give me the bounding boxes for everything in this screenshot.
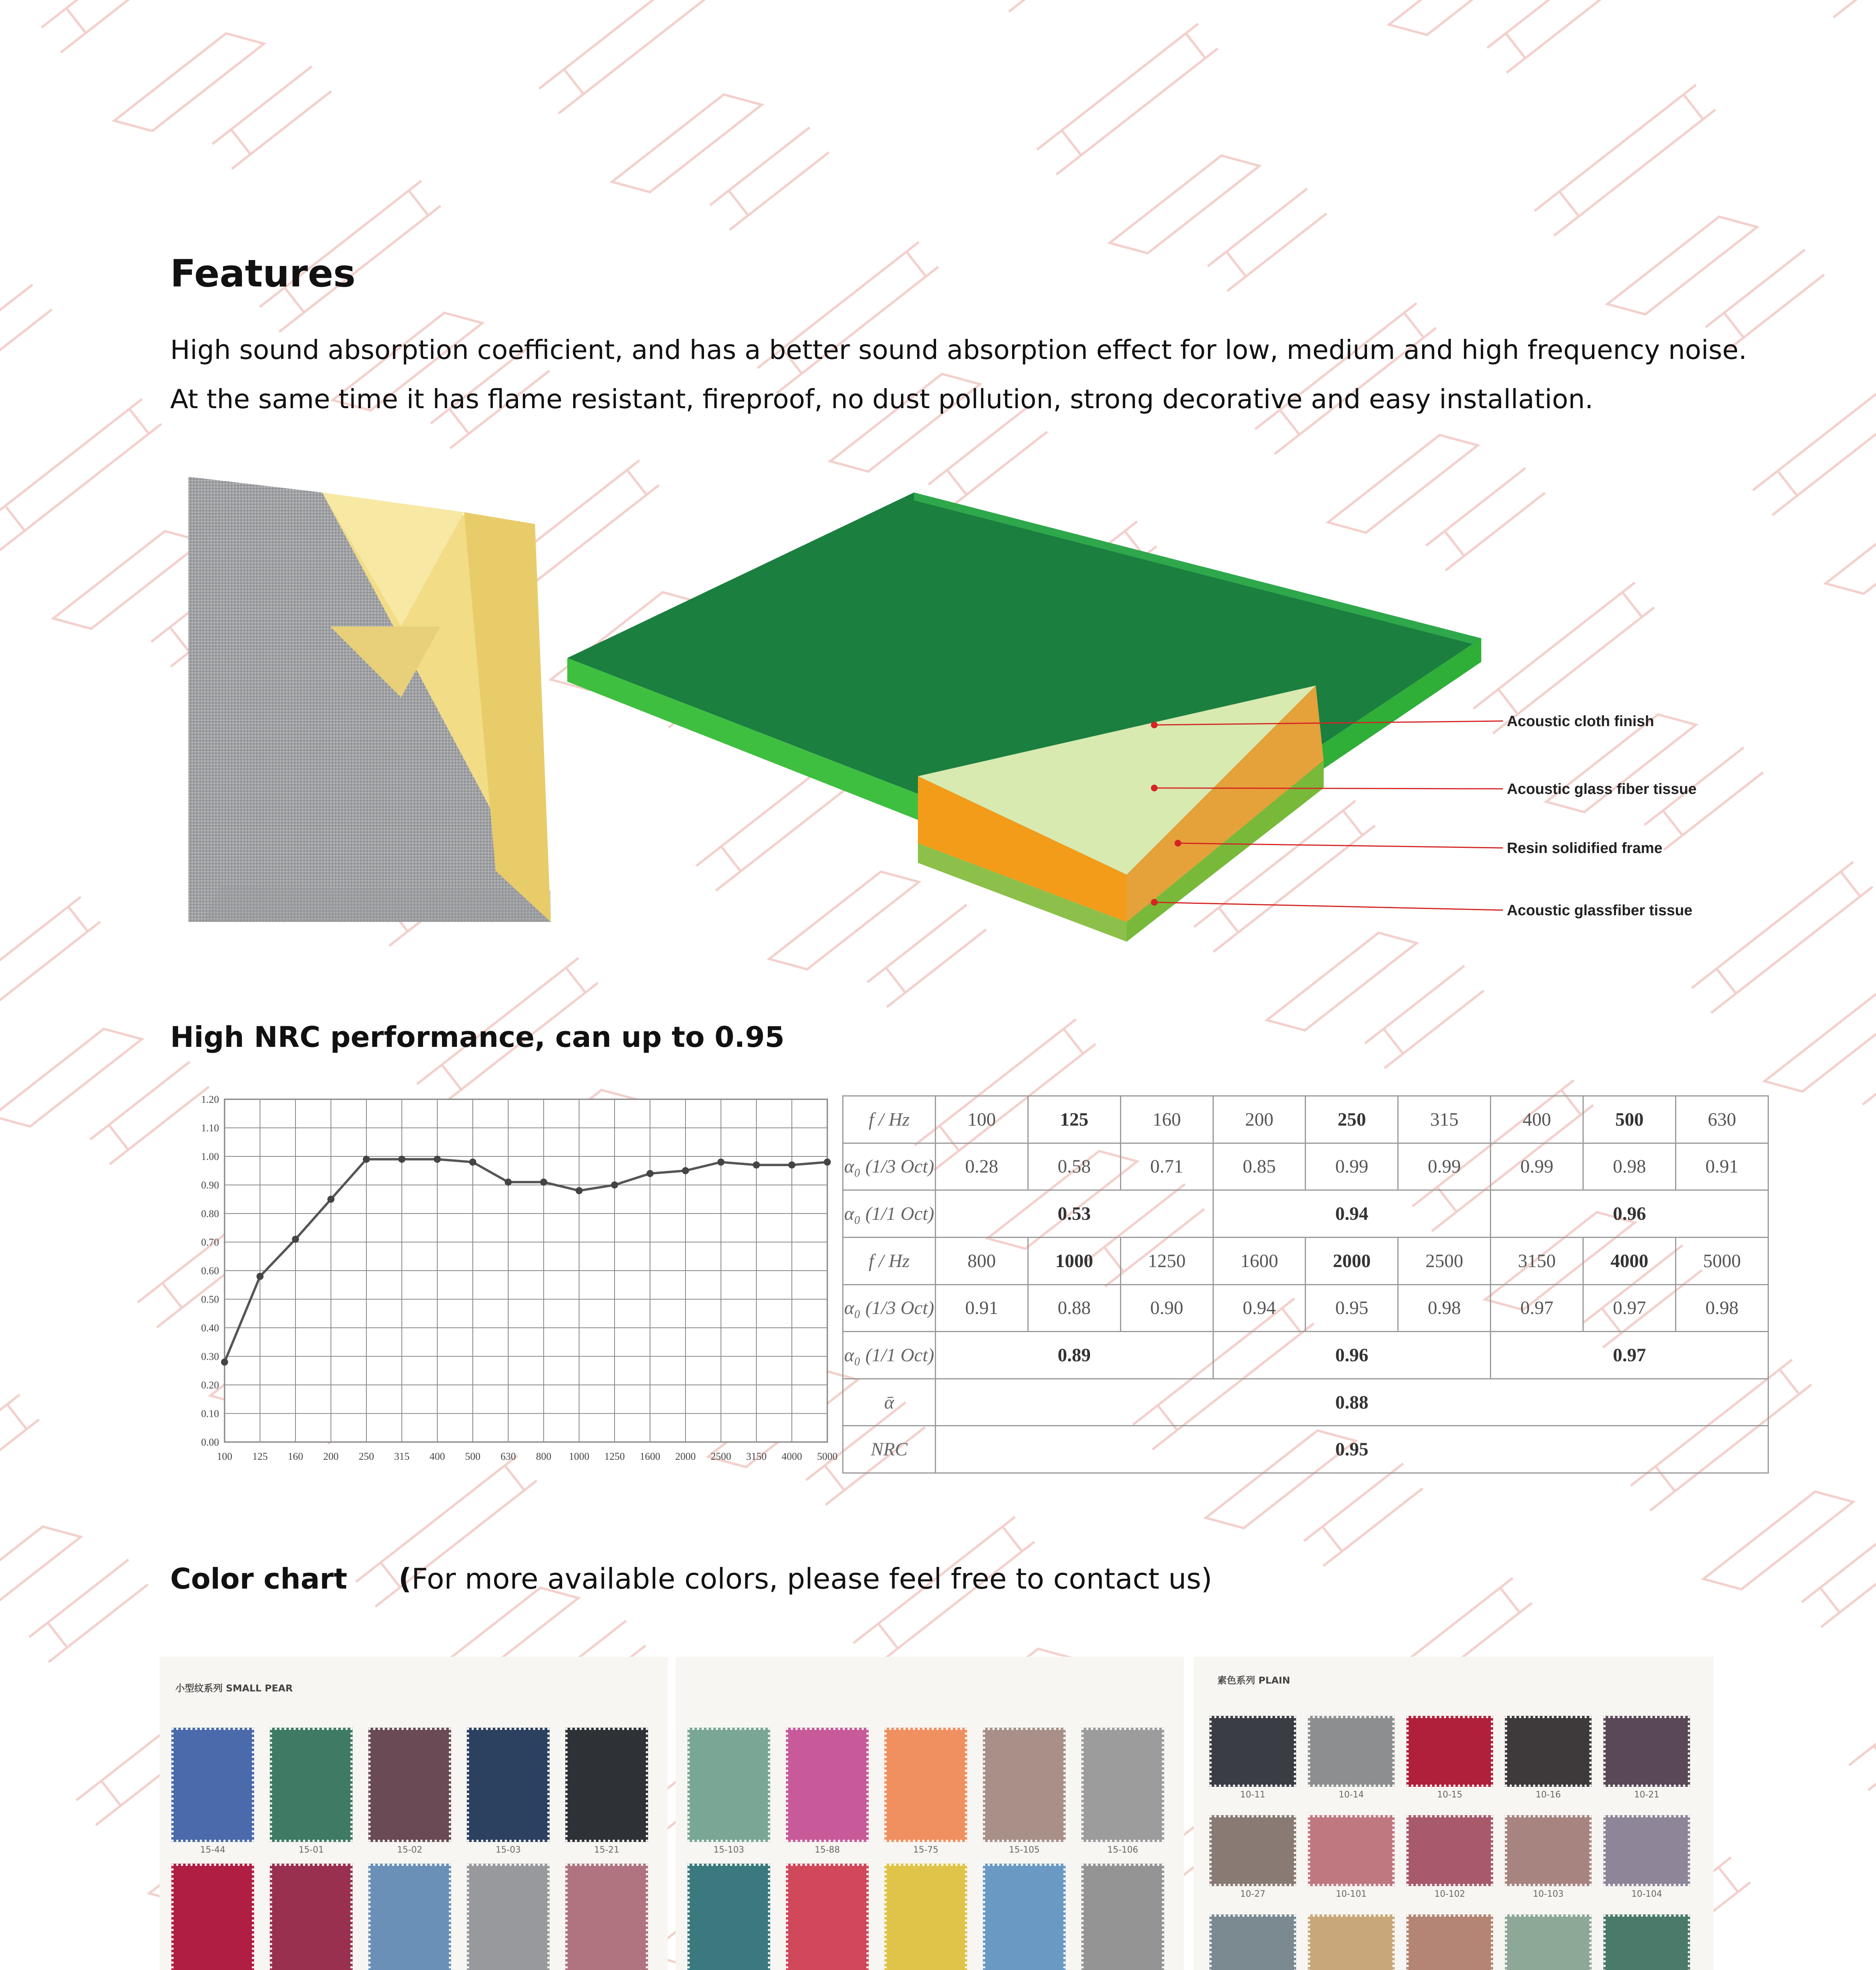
- table-cell: 5000: [1676, 1237, 1768, 1284]
- x-tick-label: 250: [358, 1451, 374, 1462]
- table-cell: 1000: [1028, 1237, 1120, 1284]
- swatch-color: [687, 1864, 770, 1970]
- color-swatch: [368, 1728, 451, 1858]
- data-point: [788, 1162, 795, 1169]
- data-point: [221, 1359, 228, 1366]
- swatch-code: 10-11: [1240, 1790, 1265, 1800]
- x-tick-label: 3150: [746, 1451, 767, 1462]
- x-tick-label: 4000: [782, 1451, 802, 1462]
- color-swatch: [884, 1728, 967, 1858]
- color-chart-note-paren: (: [398, 1562, 412, 1595]
- x-tick-label: 1600: [640, 1451, 660, 1462]
- data-point: [469, 1159, 476, 1166]
- table-cell: α₀ (1/3 Oct): [843, 1284, 936, 1332]
- y-tick-label: 1.10: [201, 1122, 219, 1134]
- data-point: [682, 1167, 689, 1174]
- color-swatch: [1081, 1728, 1164, 1858]
- table-row: [843, 1426, 1768, 1473]
- swatch-panel-series-2: [676, 1657, 1184, 1970]
- color-swatch: [171, 1864, 254, 1970]
- table-cell: 0.91: [935, 1284, 1028, 1332]
- table-cell: 800: [935, 1237, 1028, 1284]
- y-tick-label: 0.30: [201, 1351, 219, 1362]
- table-row: [843, 1284, 1768, 1332]
- swatch-color: [1603, 1815, 1690, 1886]
- table-cell: 0.98: [1676, 1284, 1768, 1332]
- table-cell: 4000: [1583, 1237, 1676, 1284]
- table-cell: 1600: [1213, 1237, 1306, 1284]
- table-cell: 1250: [1120, 1237, 1213, 1284]
- table-row: [843, 1379, 1768, 1426]
- swatch-code: 15-02: [397, 1845, 422, 1855]
- data-point: [434, 1156, 441, 1163]
- color-swatch: [565, 1728, 648, 1858]
- color-swatch: [467, 1728, 550, 1858]
- data-point: [646, 1170, 654, 1177]
- x-tick-label: 500: [465, 1451, 481, 1462]
- swatch-code: 10-104: [1631, 1889, 1662, 1899]
- panel-title-plain: 素色系列 PLAIN: [1217, 1675, 1290, 1686]
- table-cell: 0.88: [1028, 1284, 1120, 1332]
- color-swatch: [1081, 1864, 1164, 1970]
- swatch-color: [1081, 1864, 1164, 1970]
- x-tick-label: 800: [536, 1451, 552, 1462]
- table-cell: f / Hz: [843, 1237, 936, 1284]
- table-cell: 0.71: [1120, 1143, 1213, 1190]
- swatch-color: [983, 1728, 1066, 1842]
- y-tick-label: 0.50: [201, 1294, 219, 1305]
- table-cell: 0.91: [1676, 1143, 1768, 1190]
- x-tick-label: 100: [217, 1451, 232, 1462]
- swatch-color: [565, 1728, 648, 1842]
- data-point: [363, 1156, 370, 1163]
- swatch-panel-small-pear: [160, 1657, 668, 1970]
- swatch-code: 15-103: [713, 1845, 744, 1855]
- swatch-color: [1209, 1815, 1296, 1886]
- data-point: [717, 1159, 724, 1166]
- table-cell: 0.53: [935, 1190, 1213, 1238]
- swatch-color: [270, 1864, 353, 1970]
- color-swatch: [1209, 1914, 1296, 1970]
- color-swatch: [786, 1728, 869, 1858]
- x-tick-label: 1000: [569, 1451, 589, 1462]
- color-swatch: [983, 1864, 1066, 1970]
- table-cell: 0.99: [1491, 1143, 1583, 1190]
- swatch-color: [786, 1864, 869, 1970]
- table-cell: 0.94: [1213, 1190, 1491, 1238]
- data-point: [505, 1178, 512, 1186]
- swatch-code: 15-106: [1107, 1845, 1138, 1855]
- swatch-color: [467, 1728, 550, 1842]
- swatch-code: 10-103: [1533, 1889, 1564, 1899]
- data-point: [611, 1182, 618, 1189]
- table-cell: 0.97: [1491, 1284, 1583, 1332]
- color-swatch: [171, 1728, 254, 1858]
- color-chart-title: Color chart: [170, 1562, 347, 1595]
- swatch-code: 15-88: [815, 1845, 840, 1855]
- color-swatch: [467, 1864, 550, 1970]
- table-row: [843, 1237, 1768, 1284]
- table-cell: 0.99: [1306, 1143, 1398, 1190]
- data-point: [398, 1156, 405, 1163]
- color-chart-heading: [170, 1562, 1212, 1595]
- swatch-color: [1308, 1716, 1395, 1787]
- swatch-color: [171, 1864, 254, 1970]
- color-swatch: [786, 1864, 869, 1970]
- swatch-code: 10-101: [1336, 1889, 1367, 1899]
- swatch-color: [884, 1728, 967, 1842]
- swatch-color: [1308, 1914, 1395, 1970]
- data-point: [824, 1159, 831, 1166]
- color-swatch: [270, 1864, 353, 1970]
- swatch-color: [786, 1728, 869, 1842]
- data-point: [540, 1178, 547, 1186]
- table-cell: NRC: [843, 1426, 936, 1473]
- swatch-color: [1406, 1815, 1493, 1886]
- swatch-color: [1406, 1914, 1493, 1970]
- swatch-color: [687, 1728, 770, 1842]
- table-cell: 0.89: [935, 1332, 1213, 1379]
- color-swatch: [270, 1728, 353, 1858]
- color-swatch: [1603, 1815, 1690, 1902]
- color-swatch: [1209, 1815, 1296, 1902]
- swatch-color: [1308, 1815, 1395, 1886]
- swatch-code: 10-14: [1339, 1790, 1364, 1800]
- swatch-color: [983, 1864, 1066, 1970]
- nrc-table: [842, 1095, 1769, 1474]
- table-cell: 160: [1120, 1096, 1213, 1143]
- table-cell: 0.98: [1398, 1284, 1491, 1332]
- y-tick-label: 0.70: [201, 1236, 219, 1248]
- swatch-color: [1603, 1716, 1690, 1787]
- y-tick-label: 1.00: [201, 1151, 219, 1162]
- x-tick-label: 125: [252, 1451, 268, 1462]
- y-tick-label: 0.20: [201, 1379, 219, 1391]
- swatch-code: 15-75: [913, 1845, 938, 1855]
- swatch-color: [1505, 1914, 1592, 1970]
- swatch-color: [368, 1864, 451, 1970]
- table-cell: f / Hz: [843, 1096, 936, 1143]
- table-cell: 250: [1306, 1096, 1398, 1143]
- table-cell: 0.96: [1491, 1190, 1768, 1238]
- table-cell: 630: [1676, 1096, 1768, 1143]
- color-swatch: [1308, 1815, 1395, 1902]
- swatch-color: [270, 1728, 353, 1842]
- table-row: [843, 1332, 1768, 1379]
- swatch-color: [467, 1864, 550, 1970]
- color-swatch: [1308, 1716, 1395, 1803]
- color-swatch: [1406, 1815, 1493, 1902]
- color-swatch: [1308, 1914, 1395, 1970]
- swatch-code: 10-15: [1437, 1790, 1462, 1800]
- color-swatch: [1603, 1914, 1690, 1970]
- data-point: [753, 1162, 760, 1169]
- x-tick-label: 1250: [604, 1451, 625, 1462]
- table-cell: α₀ (1/3 Oct): [843, 1143, 936, 1190]
- swatch-code: 10-21: [1634, 1790, 1659, 1800]
- table-cell: 0.96: [1213, 1332, 1491, 1379]
- table-row: [843, 1190, 1768, 1238]
- swatch-code: 15-03: [496, 1845, 521, 1855]
- table-cell: 0.97: [1491, 1332, 1768, 1379]
- table-cell: 100: [935, 1096, 1028, 1143]
- table-cell: 0.28: [935, 1143, 1028, 1190]
- swatch-code: 15-21: [594, 1845, 619, 1855]
- diagram-label-glass-fiber: Acoustic glass fiber tissue: [1507, 781, 1697, 797]
- swatch-color: [1081, 1728, 1164, 1842]
- color-swatch: [565, 1864, 648, 1970]
- color-swatch: [1505, 1914, 1592, 1970]
- features-line-1: High sound absorption coefficient, and has a better sound absorption effect for low, medium and high frequency noise.: [170, 335, 1747, 365]
- table-cell: 0.95: [1306, 1284, 1398, 1332]
- x-tick-label: 5000: [817, 1451, 838, 1462]
- x-tick-label: 2500: [711, 1451, 731, 1462]
- table-cell: 0.95: [935, 1426, 1768, 1473]
- color-swatch: [983, 1728, 1066, 1858]
- nrc-heading: High NRC performance, can up to 0.95: [170, 1020, 785, 1054]
- y-tick-label: 0.10: [201, 1408, 219, 1420]
- y-tick-label: 0.90: [201, 1179, 219, 1191]
- diagram-label-glassfiber-tissue: Acoustic glassfiber tissue: [1507, 902, 1692, 919]
- panel-structure-diagram: [567, 489, 1745, 942]
- x-tick-label: 400: [429, 1451, 445, 1462]
- swatch-code: 10-27: [1240, 1889, 1265, 1899]
- swatch-color: [1505, 1815, 1592, 1886]
- swatch-color: [368, 1728, 451, 1842]
- color-swatch: [1209, 1716, 1296, 1803]
- diagram-label-cloth: Acoustic cloth finish: [1507, 713, 1654, 730]
- table-cell: 500: [1583, 1096, 1676, 1143]
- color-swatch: [1406, 1716, 1493, 1803]
- table-cell: α₀ (1/1 Oct): [843, 1332, 936, 1379]
- swatch-code: 15-01: [299, 1845, 324, 1855]
- table-cell: 200: [1213, 1096, 1306, 1143]
- panel-title-small-pear: 小型纹系列 SMALL PEAR: [175, 1683, 293, 1694]
- y-tick-label: 1.20: [201, 1094, 219, 1105]
- table-cell: 2500: [1398, 1237, 1491, 1284]
- table-cell: 0.90: [1120, 1284, 1213, 1332]
- swatch-color: [1603, 1914, 1690, 1970]
- color-chart-note: For more available colors, please feel free to contact us): [411, 1562, 1212, 1595]
- table-row: [843, 1096, 1768, 1143]
- swatch-code: 10-16: [1536, 1790, 1561, 1800]
- swatch-color: [1505, 1716, 1592, 1787]
- swatch-color: [1406, 1716, 1493, 1787]
- swatch-color: [171, 1728, 254, 1842]
- table-cell: 0.98: [1583, 1143, 1676, 1190]
- data-point: [256, 1273, 264, 1280]
- table-cell: 0.94: [1213, 1284, 1306, 1332]
- y-tick-label: 0.00: [201, 1437, 219, 1448]
- swatch-color: [884, 1864, 967, 1970]
- y-tick-label: 0.80: [201, 1208, 219, 1219]
- features-line-2: At the same time it has flame resistant, fireproof, no dust pollution, strong decorative and easy installation.: [170, 384, 1594, 414]
- table-cell: 0.99: [1398, 1143, 1491, 1190]
- y-tick-label: 0.60: [201, 1265, 219, 1277]
- color-swatch: [1505, 1716, 1592, 1803]
- x-tick-label: 315: [394, 1451, 410, 1462]
- table-cell: 0.58: [1028, 1143, 1120, 1190]
- table-cell: 0.97: [1583, 1284, 1676, 1332]
- table-cell: 125: [1028, 1096, 1120, 1143]
- swatch-panel-plain: [1194, 1657, 1714, 1970]
- data-point: [576, 1187, 583, 1194]
- color-swatch: [368, 1864, 451, 1970]
- table-cell: 0.88: [935, 1379, 1768, 1426]
- swatch-color: [1209, 1914, 1296, 1970]
- color-swatch: [687, 1864, 770, 1970]
- x-tick-label: 630: [500, 1451, 516, 1462]
- features-title: Features: [170, 252, 356, 296]
- table-cell: 400: [1491, 1096, 1583, 1143]
- swatch-color: [565, 1864, 648, 1970]
- y-tick-label: 0.40: [201, 1322, 219, 1334]
- table-row: [843, 1143, 1768, 1190]
- table-cell: 2000: [1306, 1237, 1398, 1284]
- table-cell: 3150: [1491, 1237, 1583, 1284]
- nrc-chart: [173, 1087, 843, 1478]
- color-swatch: [1406, 1914, 1493, 1970]
- x-tick-label: 200: [323, 1451, 339, 1462]
- swatch-color: [1209, 1716, 1296, 1787]
- color-swatch: [884, 1864, 967, 1970]
- swatch-code: 10-102: [1434, 1889, 1465, 1899]
- swatch-code: 15-105: [1009, 1845, 1040, 1855]
- color-swatch: [1603, 1716, 1690, 1803]
- table-cell: 315: [1398, 1096, 1491, 1143]
- table-cell: α₀ (1/1 Oct): [843, 1190, 936, 1238]
- table-cell: 0.85: [1213, 1143, 1306, 1190]
- color-swatch: [1505, 1815, 1592, 1902]
- data-point: [292, 1236, 299, 1243]
- x-tick-label: 2000: [675, 1451, 696, 1462]
- diagram-label-resin-frame: Resin solidified frame: [1507, 840, 1662, 857]
- x-tick-label: 160: [288, 1451, 303, 1462]
- data-point: [327, 1196, 334, 1203]
- table-cell: ᾱ: [843, 1379, 936, 1426]
- color-swatch: [687, 1728, 770, 1858]
- swatch-code: 15-44: [200, 1845, 225, 1855]
